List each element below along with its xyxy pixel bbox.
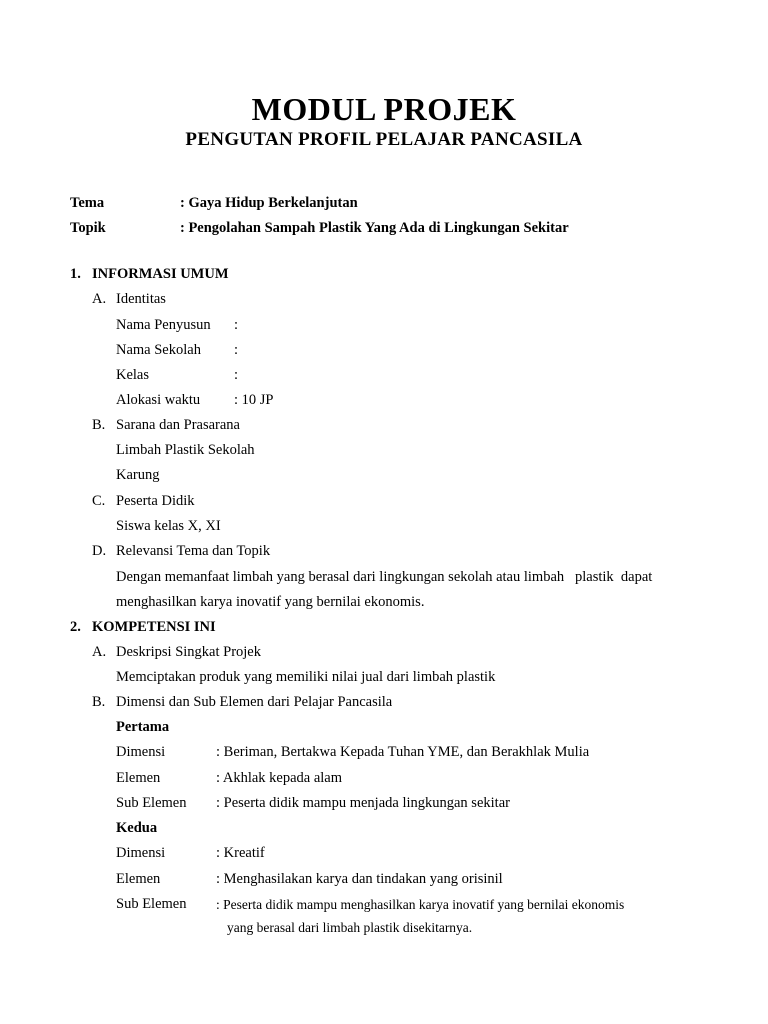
identitas-value: : 10 JP <box>234 392 274 408</box>
relevansi-line: Dengan memanfaat limbah yang berasal dari lingkungan sekolah atau limbah plastik dapat <box>116 569 653 585</box>
section-2a-title: Deskripsi Singkat Projek <box>116 644 261 660</box>
page-title: MODUL PROJEK <box>251 91 517 127</box>
section-2b-letter: B. <box>92 694 106 710</box>
identitas-label: Nama Penyusun <box>116 317 211 333</box>
identitas-value: : <box>234 367 239 383</box>
section-2-number: 2. <box>70 619 81 635</box>
sub-elemen-value: : Peserta didik mampu menjada lingkungan sekitar <box>216 795 510 811</box>
sarana-item: Karung <box>116 467 160 483</box>
section-1d-letter: D. <box>92 543 107 559</box>
peserta-item: Siswa kelas X, XI <box>116 518 221 534</box>
topik-value: : Pengolahan Sampah Plastik Yang Ada di Lingkungan Sekitar <box>180 220 569 236</box>
section-1d-title: Relevansi Tema dan Topik <box>116 543 271 559</box>
dimensi-value: : Kreatif <box>216 845 265 861</box>
identitas-value: : <box>234 342 239 358</box>
dimensi-label: Dimensi <box>116 845 166 861</box>
page-subtitle: PENGUTAN PROFIL PELAJAR PANCASILA <box>185 129 583 150</box>
section-1a-title: Identitas <box>116 291 166 307</box>
identitas-label: Kelas <box>116 367 150 383</box>
topik-label: Topik <box>70 220 106 236</box>
section-1b-letter: B. <box>92 417 106 433</box>
sub-elemen-label: Sub Elemen <box>116 795 187 811</box>
elemen-label: Elemen <box>116 770 161 786</box>
tema-label: Tema <box>70 195 105 211</box>
sarana-item: Limbah Plastik Sekolah <box>116 442 255 458</box>
group-heading: Pertama <box>116 719 170 735</box>
deskripsi-text: Memciptakan produk yang memiliki nilai jual dari limbah plastik <box>116 669 496 685</box>
section-2-title: KOMPETENSI INI <box>92 619 216 635</box>
elemen-value: : Akhlak kepada alam <box>216 770 343 786</box>
dimensi-label: Dimensi <box>116 744 166 760</box>
identitas-label: Alokasi waktu <box>116 392 201 408</box>
dimensi-value: : Beriman, Bertakwa Kepada Tuhan YME, dan Berakhlak Mulia <box>216 744 590 760</box>
section-2b-title: Dimensi dan Sub Elemen dari Pelajar Pancasila <box>116 694 393 710</box>
sub-elemen-continuation: yang berasal dari limbah plastik disekitarnya. <box>227 920 473 935</box>
identitas-label: Nama Sekolah <box>116 342 201 358</box>
elemen-label: Elemen <box>116 871 161 887</box>
section-1b-title: Sarana dan Prasarana <box>116 417 240 433</box>
section-1-number: 1. <box>70 266 81 282</box>
section-2a-letter: A. <box>92 644 107 660</box>
sub-elemen-value: : Peserta didik mampu menghasilkan karya inovatif yang bernilai ekonomis <box>216 897 625 912</box>
tema-value: : Gaya Hidup Berkelanjutan <box>180 195 358 211</box>
relevansi-line: menghasilkan karya inovatif yang bernilai ekonomis. <box>116 594 425 610</box>
group-heading: Kedua <box>116 820 158 836</box>
section-1a-letter: A. <box>92 291 107 307</box>
section-1c-letter: C. <box>92 493 106 509</box>
section-1-title: INFORMASI UMUM <box>92 266 229 282</box>
sub-elemen-label: Sub Elemen <box>116 896 187 912</box>
section-1c-title: Peserta Didik <box>116 493 195 509</box>
identitas-value: : <box>234 317 239 333</box>
elemen-value: : Menghasilakan karya dan tindakan yang orisinil <box>216 871 503 887</box>
